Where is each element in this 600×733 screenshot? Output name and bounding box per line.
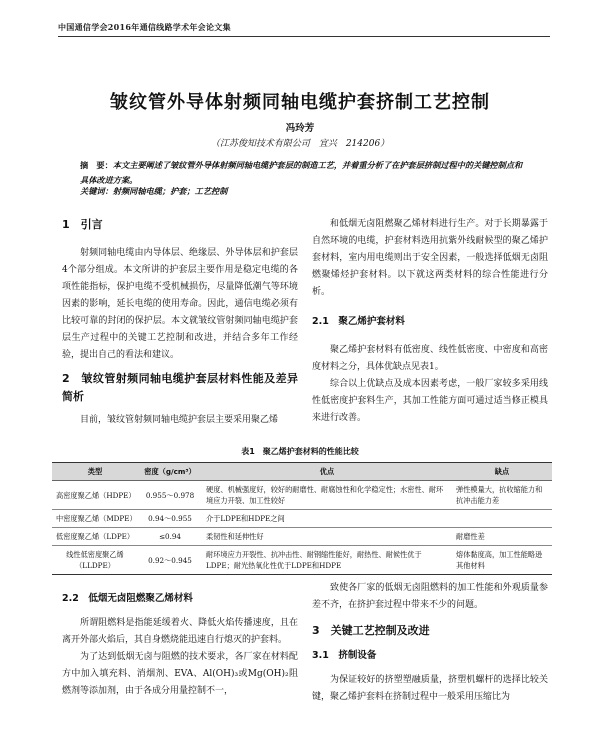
- right-column: [312, 216, 548, 427]
- table-row: [52, 510, 552, 528]
- table-cell: 低密度聚乙烯（LDPE）: [52, 528, 138, 546]
- section-2-2-heading: 2.2 低烟无卤阻燃聚乙烯材料: [62, 593, 193, 604]
- table-cell: 耐环境应力开裂性、抗冲击性、耐钢缩性能好，耐热性、耐候性优于LDPE；耐光热氧化性优于LDPE和HDPE: [202, 546, 452, 575]
- keywords: [80, 186, 530, 197]
- abstract: [80, 158, 530, 188]
- table-caption: 表1 聚乙烯护套材料的性能比较: [241, 447, 359, 456]
- bottom-left-paragraph-1: 所谓阻燃料是指能延缓着火、降低火焰传播速度，且在离开外部火焰后，其自身燃烧能迅速自行熄灭的护套料。: [62, 618, 298, 645]
- table-cell: 0.94～0.955: [138, 510, 202, 528]
- table-cell: 熔体黏度高，加工性能略逊其他材料: [452, 546, 552, 575]
- abstract-text: 本文主要阐述了皱纹管外导体射频同轴电缆护套层的制造工艺，并着重分析了在护套层挤制过程中的关键控制点和具体改进方案。: [80, 160, 523, 185]
- keywords-label: 关键词：: [80, 186, 113, 196]
- table-cell: 0.92～0.945: [138, 546, 202, 575]
- intro-paragraph: 射频同轴电缆由内导体层、绝缘层、外导体层和护套层4个部分组成。本文所讲的护套层主要作用是稳定电缆的各项性能指标，保护电缆不受机械损伤，尽量降低潮气等环境因素的影响，延长电缆的使用寿命。因此，通信电缆必须有比较可靠的封闭的保护层。本文就皱纹管射频同轴电缆护套层生产过程中的关键工艺控制和改进，并结合多年工作经验，提出自己的看法和建议。: [62, 248, 298, 360]
- bottom-right-column: [312, 580, 548, 706]
- author: 冯玲芳: [285, 123, 315, 134]
- section-3-1-heading: 3.1 挤制设备: [312, 650, 377, 661]
- table-cell: 线性低密度聚乙烯（LLDPE）: [52, 546, 138, 575]
- table-cell: 高密度聚乙烯（HDPE）: [52, 481, 138, 510]
- left-column: [62, 216, 298, 429]
- table-cell: 弹性模量大，抗收缩能力和抗冲击能力差: [452, 481, 552, 510]
- table-cell: 0.955～0.978: [138, 481, 202, 510]
- section-1-heading: 1 引言: [62, 218, 103, 231]
- running-header: 中国通信学会2016年通信线路学术年会论文集: [58, 22, 231, 32]
- material-comparison-table: [52, 462, 552, 575]
- table-header-cell: 密度（g/cm³）: [138, 463, 202, 481]
- table-header-cell: 类型: [52, 463, 138, 481]
- section-2-paragraph: 目前，皱纹管射频同轴电缆护套层主要采用聚乙烯: [80, 415, 279, 425]
- section-2-1-heading: 2.1 聚乙烯护套材料: [312, 316, 405, 327]
- right-paragraph-1: 和低烟无卤阻燃聚乙烯材料进行生产。对于长期暴露于自然环境的电缆，护套材料选用抗紫外线耐候型的聚乙烯护套材料，室内用电缆则出于安全因素，一般选择低烟无卤阻燃聚烯烃护套材料。以下就这两类材料的综合性能进行分析。: [312, 219, 548, 297]
- table-row: [52, 481, 552, 510]
- table-cell: 硬度、机械强度好，较好的耐磨性、耐腐蚀性和化学稳定性；水密性、耐环境应力开裂、加工性较好: [202, 481, 452, 510]
- bottom-left-column: [62, 590, 298, 700]
- table-header-cell: 优点: [202, 463, 452, 481]
- table-cell: 柔韧性和延伸性好: [202, 528, 452, 546]
- section-2-heading: 2 皱纹管射频同轴电缆护套层材料性能及差异简析: [62, 372, 298, 403]
- table-header-cell: 缺点: [452, 463, 552, 481]
- right-paragraph-3: 综合以上优缺点及成本因素考虑，一般厂家较多采用线性低密度护套料生产，其加工性能方面可通过适当修正模具来进行改善。: [312, 379, 548, 423]
- affiliation: （江苏俊知技术有限公司 宜兴 214206）: [210, 139, 390, 149]
- right-paragraph-2: 聚乙烯护套材料有低密度、线性低密度、中密度和高密度材料之分，具体优缺点见表1。: [312, 345, 548, 372]
- bottom-left-paragraph-2: 为了达到低烟无卤与阻燃的技术要求，各厂家在材料配方中加入填充料、消烟剂、EVA、Al(OH)₃或Mg(OH)₂阻燃剂等添加剂，由于各成分用量控制不一，: [62, 652, 298, 696]
- section-3-heading: 3 关键工艺控制及改进: [312, 624, 430, 637]
- paper-title: 皱纹管外导体射频同轴电缆护套挤制工艺控制: [110, 92, 490, 113]
- table-cell: [452, 510, 552, 528]
- keywords-text: 射频同轴电缆；护套；工艺控制: [112, 186, 228, 196]
- table-cell: 耐磨性差: [452, 528, 552, 546]
- table-header-row: [52, 463, 552, 481]
- table-cell: 介于LDPE和HDPE之间: [202, 510, 452, 528]
- table-cell: ≤0.94: [138, 528, 202, 546]
- bottom-right-paragraph-2: 为保证较好的挤塑塑融质量，挤塑机螺杆的选择比较关键，聚乙烯护套料在挤制过程中一般采用压缩比为: [312, 675, 548, 702]
- bottom-right-paragraph-1: 致使各厂家的低烟无卤阻燃料的加工性能和外观质量参差不齐，在挤护套过程中带来不少的问题。: [312, 583, 548, 610]
- table-cell: 中密度聚乙烯（MDPE）: [52, 510, 138, 528]
- header-rule: [58, 36, 550, 37]
- table-row: [52, 546, 552, 575]
- table-row: [52, 528, 552, 546]
- abstract-label: 摘 要：: [80, 160, 113, 170]
